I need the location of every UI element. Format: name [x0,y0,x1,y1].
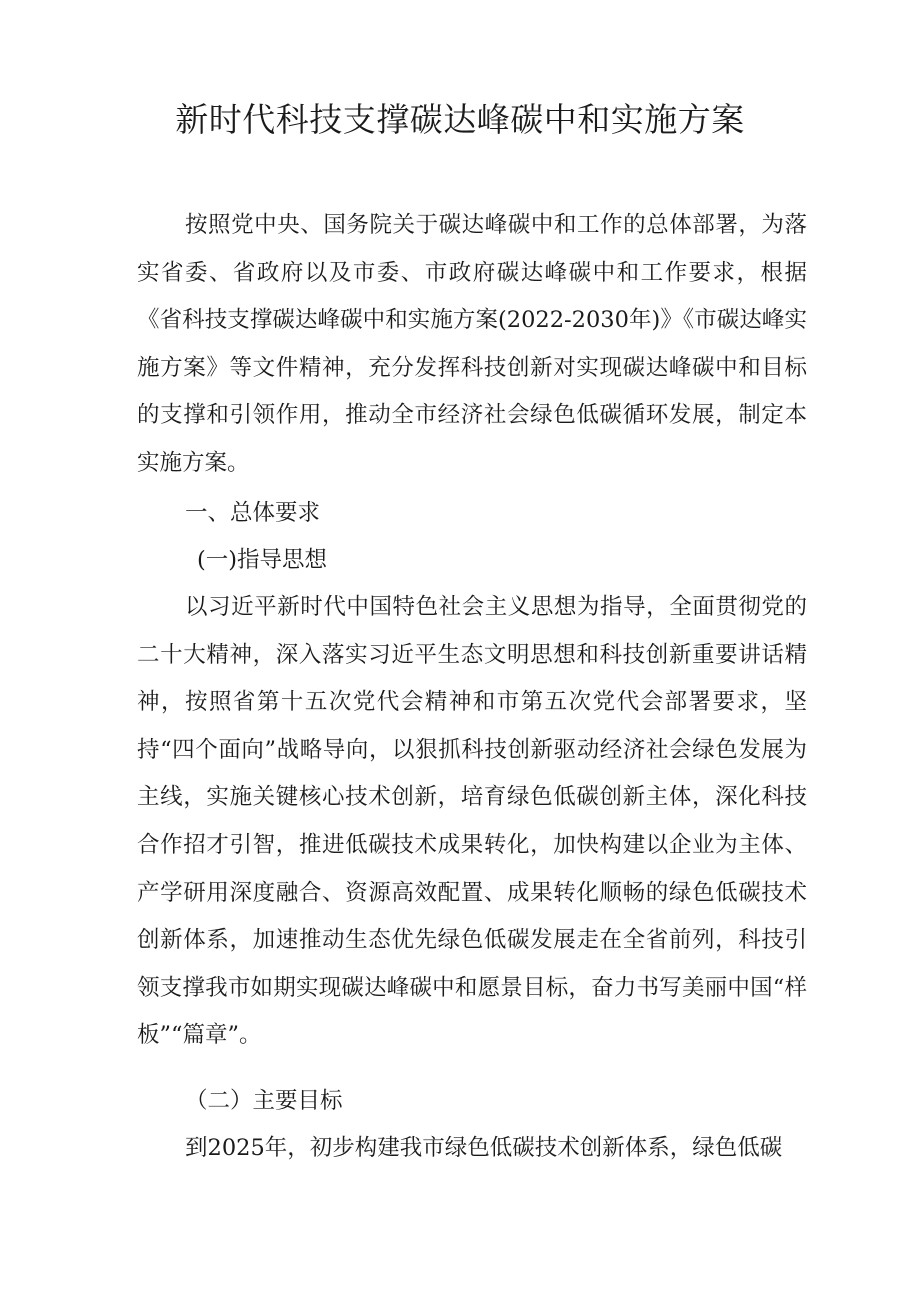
subsection-heading-guiding-thought: (一)指导思想 [197,547,328,573]
main-goals-paragraph: 到2025年，初步构建我市绿色低碳技术创新体系，绿色低碳 [185,1135,783,1161]
intro-paragraph: 按照党中央、国务院关于碳达峰碳中和工作的总体部署，为落实省委、省政府以及市委、市政府碳达峰碳中和工作要求，根据《省科技支撑碳达峰碳中和实施方案(2022-2030年)》《市碳达峰实施方案》等文件精神，充分发挥科技创新对实现碳达峰碳中和目标的支撑和引领作用，推动全市经济社会绿色低碳循环发展，制定本实施方案。 [137,212,807,476]
guiding-thought-paragraph: 以习近平新时代中国特色社会主义思想为指导，全面贯彻党的二十大精神，深入落实习近平生态文明思想和科技创新重要讲话精神，按照省第十五次党代会精神和市第五次党代会部署要求，坚持“四个面向”战略导向，以狠抓科技创新驱动经济社会绿色发展为主线，实施关键核心技术创新，培育绿色低碳创新主体，深化科技合作招才引智，推进低碳技术成果转化，加快构建以企业为主体、产学研用深度融合、资源高效配置、成果转化顺畅的绿色低碳技术创新体系，加速推动生态优先绿色低碳发展走在全省前列，科技引领支撑我市如期实现碳达峰碳中和愿景目标，奋力书写美丽中国“样板”“篇章”。 [137,594,807,1049]
section-heading-general-requirements: 一、总体要求 [185,500,321,526]
subsection-heading-main-goals: （二）主要目标 [185,1088,343,1114]
document-title: 新时代科技支撑碳达峰碳中和实施方案 [175,100,745,139]
